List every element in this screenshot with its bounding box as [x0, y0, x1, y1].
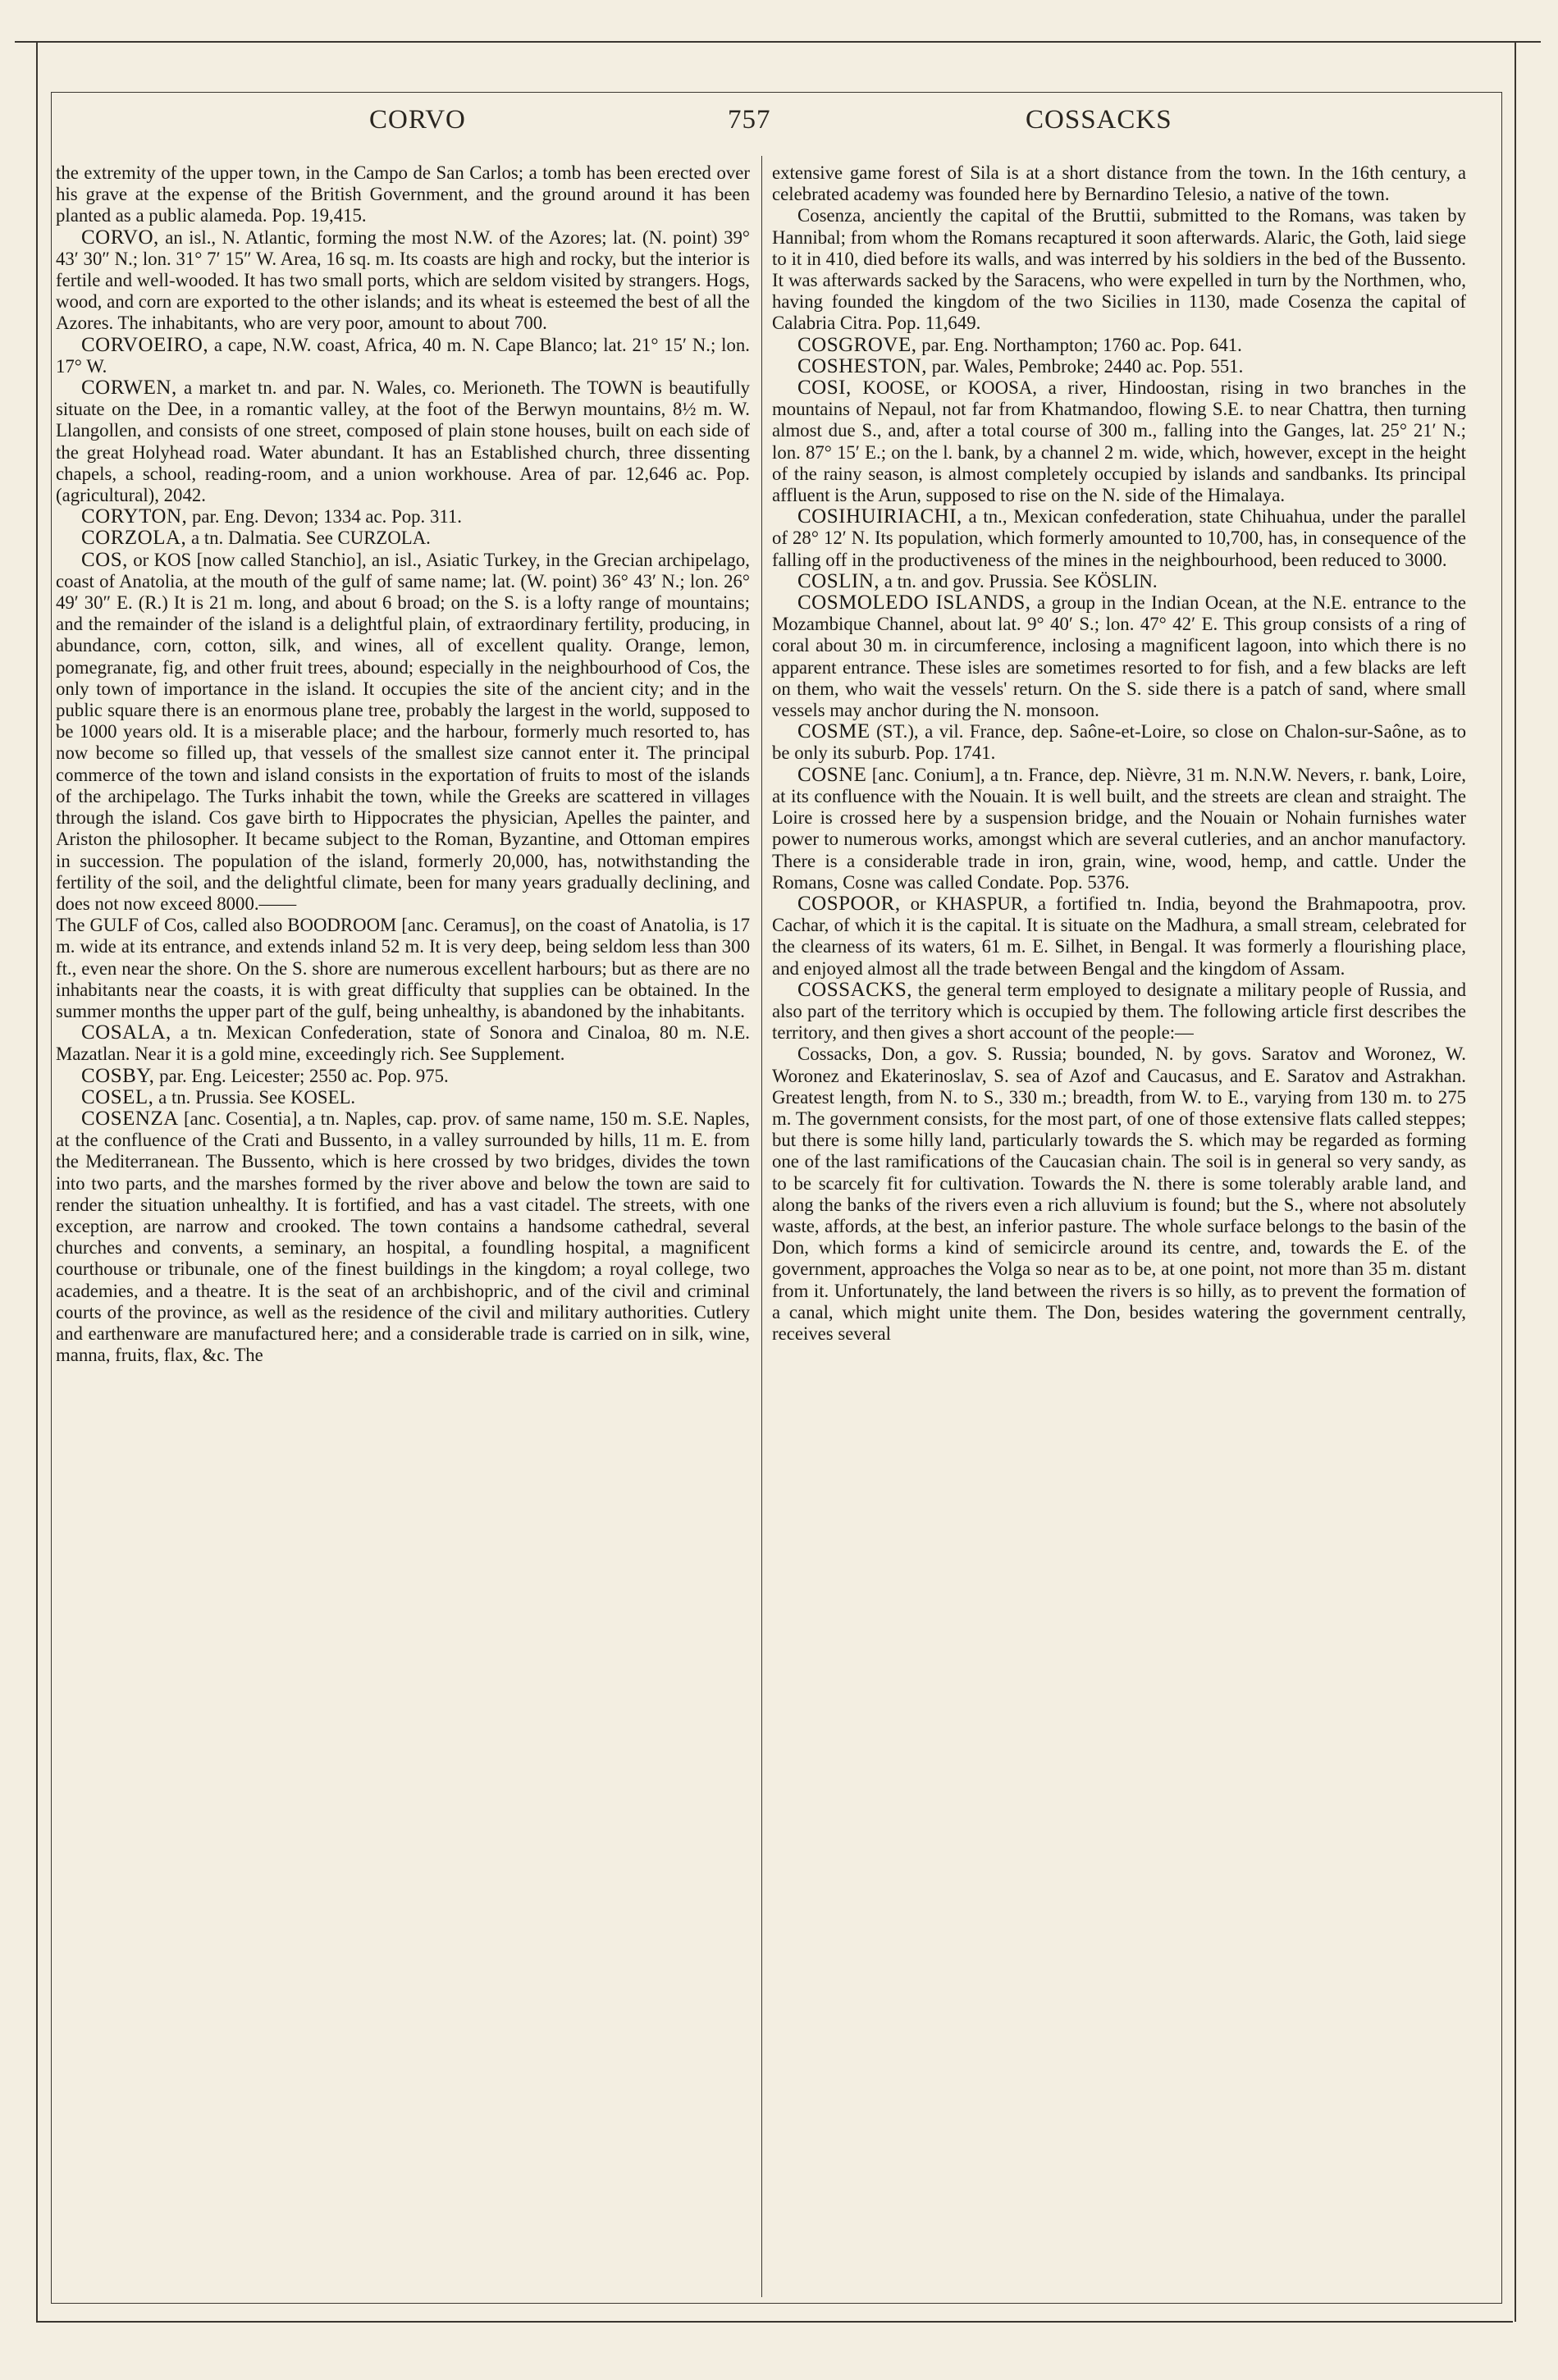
gazetteer-entry: [56, 1087, 750, 1108]
entry-text: a group in the Indian Ocean, at the N.E. entrance to the Mozambique Channel, about lat. 9° 40′ S.; lon. 47° 42′ E. This group consists of a ring of coral about 30 m. in circumference, inclosing a magnificent lagoon, into which there is no apparent entrance. These isles are sometimes resorted to for fish, and a few blacks are left on them, who wait the vessels' return. On the S. side there is a patch of sand, where small vessels may anchor during the N. monsoon.: [772, 592, 1466, 721]
entry-text: Cosenza, anciently the capital of the Bruttii, submitted to the Romans, was taken by Hannibal; from whom the Romans recaptured it soon afterwards. Alaric, the Goth, laid siege to it in 410, died before its walls, and was interred by his soldiers in the bed of the Bussento. It was afterwards sacked by the Saracens, who were expelled in turn by the Northmen, who, having founded the kingdom of the two Sicilies in 1130, made Cosenza the capital of Calabria Citra. Pop. 11,649.: [772, 205, 1466, 334]
entry-headword: COSHESTON,: [797, 354, 928, 377]
entry-headword: COSALA,: [81, 1021, 171, 1044]
column-divider: [761, 156, 762, 2297]
entry-headword: CORVO,: [81, 226, 159, 249]
entry-headword: CORVOEIRO,: [81, 333, 209, 356]
page-number: 757: [728, 105, 771, 135]
entry-text: the general term employed to designate a military people of Russia, and also part of the territory which is occupied by them. The following article first describes the territory, and then gives a short account of the people:—: [772, 979, 1466, 1044]
entry-text: par. Eng. Northampton; 1760 ac. Pop. 641.: [916, 334, 1242, 355]
gazetteer-entry: [56, 335, 750, 377]
gazetteer-entry: [772, 765, 1466, 893]
continued-text: [772, 162, 1466, 205]
continued-text: [56, 915, 750, 1022]
gazetteer-entry: [772, 571, 1466, 592]
entry-text: KOOSE, or KOOSA, a river, Hindoostan, rising in two branches in the mountains of Nepaul, not far from Khatmandoo, flowing S.E. to near Chattra, then turning almost due S., and, after a total course of 300 m., falling into the Ganges, lat. 25° 21′ N.; lon. 87° 15′ E.; on the l. bank, by a channel 2 m. wide, which, however, except in the height of the rainy season, is almost completely occupied by islands and sandbanks. Its principal affluent is the Arun, supposed to rise on the N. side of the Himalaya.: [772, 377, 1466, 506]
gazetteer-entry: [56, 1108, 750, 1366]
running-head-right: COSSACKS: [1026, 105, 1172, 135]
right-text-column: [772, 162, 1466, 2295]
running-head-left: CORVO: [369, 105, 466, 135]
entry-text: an isl., N. Atlantic, forming the most N.W. of the Azores; lat. (N. point) 39° 43′ 30″ N.; lon. 31° 7′ 15″ W. Area, 16 sq. m. Its coasts are high and rocky, but the interior is fertile and well-wooded. It has two small ports, which are seldom visited by strangers. Hogs, wood, and corn are exported to the other islands; and its wheat is esteemed the best of all the Azores. The inhabitants, who are very poor, amount to about 700.: [56, 226, 750, 334]
entry-text: The GULF of Cos, called also BOODROOM [anc. Ceramus], on the coast of Anatolia, is 17 m. wide at its entrance, and extends inland 52 m. It is very deep, being seldom less than 300 ft., even near the shore. On the S. shore are numerous excellent harbours; but as there are no inhabitants near the coasts, it is with great difficulty that supplies can be obtained. In the summer months the upper part of the gulf, being unhealthy, is abandoned by the inhabitants.: [56, 915, 750, 1021]
gazetteer-entry: [56, 1066, 750, 1087]
gazetteer-entry: [56, 506, 750, 528]
entry-text: a tn. and gov. Prussia. See KÖSLIN.: [880, 570, 1158, 592]
gazetteer-entry: [772, 721, 1466, 764]
entry-text: Cossacks, Don, a gov. S. Russia; bounded, N. by govs. Saratov and Woronez, W. Woronez and Ekaterinoslav, S. sea of Azof and Caucasus, and E. Saratov and Astrakhan. Greatest length, from N. to S., 330 m.; breadth, from W. to E., varying from 130 m. to 275 m. The government consists, for the most part, of one of those extensive flats called steppes; but there is some hilly land, particularly towards the S. which may be regarded as forming one of the last ramifications of the Caucasian chain. The soil is in general so very sandy, as to be scarcely fit for cultivation. Towards the N. there is some tolerably arable land, and along the banks of the rivers even a rich alluvium is found; but the S., where not absolutely waste, affords, at the best, an inferior pasture. The whole surface belongs to the basin of the Don, which forms a kind of semicircle around its centre, and, towards the E. of the government, approaches the Volga so near as to be, at one point, not more than 35 m. distant from it. Unfortunately, the land between the rivers is so hilly, as to prevent the formation of a canal, which might unite them. The Don, besides watering the government centrally, receives several: [772, 1044, 1466, 1344]
gazetteer-entry: [772, 335, 1466, 356]
gazetteer-entry: [772, 1044, 1466, 1345]
entry-text: or KHASPUR, a fortified tn. India, beyond the Brahmapootra, prov. Cachar, of which it is the capital. It is situate on the Madhura, a small stream, celebrated for the clearness of its waters, 61 m. E. Silhet, in Bengal. It was formerly a flourishing place, and enjoyed almost all the trade between Bengal and the kingdom of Assam.: [772, 893, 1466, 979]
entry-text: a tn. Prussia. See KOSEL.: [153, 1086, 356, 1108]
gazetteer-entry: [56, 377, 750, 506]
gazetteer-entry: [772, 592, 1466, 721]
entry-headword: COSMOLEDO ISLANDS,: [797, 592, 1031, 614]
entry-headword: CORZOLA,: [81, 527, 187, 550]
left-text-column: [56, 162, 750, 2295]
gazetteer-entry: [772, 356, 1466, 377]
gazetteer-entry: [772, 893, 1466, 980]
entry-text: the extremity of the upper town, in the Campo de San Carlos; a tomb has been erected over his grave at the expense of the British Government, and the ground around it has been planted as a public alameda. Pop. 19,415.: [56, 162, 750, 226]
entry-text: par. Eng. Devon; 1334 ac. Pop. 311.: [187, 506, 462, 528]
entry-text: (ST.), a vil. France, dep. Saône-et-Loire, so close on Chalon-sur-Saône, as to be only its suburb. Pop. 1741.: [772, 721, 1466, 764]
entry-text: [anc. Conium], a tn. France, dep. Nièvre, 31 m. N.N.W. Nevers, r. bank, Loire, at its confluence with the Nouain. It is well built, and the streets are clean and straight. The Loire is crossed here by a suspension bridge, and the Nouain or Nohain furnishes water power to numerous works, amongst which are several cutleries, and an anchor manufactory. There is a considerable trade in iron, grain, wine, wood, hemp, and cattle. Under the Romans, Cosne was called Condate. Pop. 5376.: [772, 764, 1466, 893]
gazetteer-entry: [772, 205, 1466, 334]
entry-text: a market tn. and par. N. Wales, co. Merioneth. The TOWN is beautifully situate on the Dee, in a romantic valley, at the foot of the Berwyn mountains, 8½ m. W. Llangollen, and consists of one street, composed of plain stone houses, built on each side of the great Holyhead road. Water abundant. It has an Established church, three dissenting chapels, a school, reading-room, and a union workhouse. Area of par. 12,646 ac. Pop. (agricultural), 2042.: [56, 377, 750, 506]
entry-headword: CORYTON,: [81, 505, 188, 528]
entry-text: [anc. Cosentia], a tn. Naples, cap. prov. of same name, 150 m. S.E. Naples, at the confluence of the Crati and Bussento, in a valley surrounded by hills, 11 m. E. from the Mediterranean. The Bussento, which is here crossed by two bridges, divides the town into two parts, and the marshes formed by the river above and below the town are said to render the situation unhealthy. It is fortified, and has a vast citadel. The streets, with one exception, are narrow and crooked. The town contains a handsome cathedral, several churches and convents, a seminary, an hospital, a foundling hospital, a magnificent courthouse or tribunale, one of the finest buildings in the kingdom; a royal college, two academies, and a theatre. It is the seat of an archbishopric, and of the civil and criminal courts of the province, as well as the residence of the civil and military authorities. Cutlery and earthenware are manufactured here; and a considerable trade is carried on in silk, wine, manna, fruits, flax, &c. The: [56, 1108, 750, 1366]
entry-headword: COSNE: [797, 763, 867, 786]
gazetteer-entry: [772, 377, 1466, 506]
entry-text: extensive game forest of Sila is at a short distance from the town. In the 16th century, a celebrated academy was founded here by Bernardino Telesio, a native of the town.: [772, 162, 1466, 205]
entry-headword: COS,: [81, 548, 128, 571]
entry-headword: COSPOOR,: [797, 892, 901, 915]
gazetteer-entry: [56, 227, 750, 335]
gazetteer-entry: [56, 528, 750, 549]
entry-text: par. Wales, Pembroke; 2440 ac. Pop. 551.: [927, 355, 1244, 377]
gazetteer-entry: [56, 1022, 750, 1065]
inner-right-rule: [1501, 92, 1502, 2304]
entry-headword: COSENZA: [81, 1107, 179, 1130]
entry-headword: COSGROVE,: [797, 333, 917, 356]
entry-headword: CORWEN,: [81, 377, 177, 400]
entry-headword: COSI,: [797, 377, 852, 400]
entry-headword: COSEL,: [81, 1085, 154, 1108]
gazetteer-entry: [56, 550, 750, 915]
inner-left-rule: [51, 92, 52, 2304]
entry-headword: COSSACKS,: [797, 978, 912, 1001]
entry-headword: COSBY,: [81, 1064, 155, 1087]
entry-text: a tn., Mexican confederation, state Chihuahua, under the parallel of 28° 12′ N. Its population, which formerly amounted to 10,700, has, in consequence of the falling off in the productiveness of the mines in the neighbourhood, been reduced to 3000.: [772, 506, 1466, 570]
bottom-rule: [36, 2321, 1513, 2323]
entry-headword: COSME: [797, 720, 870, 743]
entry-text: a tn. Mexican Confederation, state of Sonora and Cinaloa, 80 m. N.E. Mazatlan. Near it is a gold mine, exceedingly rich. See Supplement.: [56, 1022, 750, 1065]
entry-text: par. Eng. Leicester; 2550 ac. Pop. 975.: [154, 1065, 449, 1086]
entry-text: a tn. Dalmatia. See CURZOLA.: [186, 528, 431, 549]
entry-headword: COSLIN,: [797, 569, 880, 592]
entry-headword: COSIHUIRIACHI,: [797, 505, 962, 528]
inner-bottom-rule: [51, 2303, 1501, 2304]
continued-text: [56, 162, 750, 227]
gazetteer-entry: [772, 506, 1466, 571]
entry-text: a cape, N.W. coast, Africa, 40 m. N. Cape Blanco; lat. 21° 15′ N.; lon. 17° W.: [56, 334, 750, 377]
gazetteer-entry: [772, 980, 1466, 1044]
entry-text: or KOS [now called Stanchio], an isl., Asiatic Turkey, in the Grecian archipelago, coast of Anatolia, at the mouth of the gulf of same name; lat. (W. point) 36° 43′ N.; lon. 26° 49′ 30″ E. (R.) It is 21 m. long, and about 6 broad; on the S. is a lofty range of mountains; and the remainder of the island is a delightful plain, of extraordinary fertility, producing, in abundance, corn, cotton, silk, and wines, all of excellent quality. Orange, lemon, pomegranate, fig, and other fruit trees, abound; especially in the neighbourhood of Cos, the only town of importance in the island. It occupies the site of the ancient city; and in the public square there is an enormous plane tree, probably the largest in the world, supposed to be 1000 years old. It is a miserable place; and the harbour, formerly much resorted to, has now become so filled up, that vessels of the smallest size cannot enter it. The principal commerce of the town and island consists in the exportation of fruits to most of the islands of the archipelago. The Turks inhabit the town, while the Greeks are scattered in villages through the island. Cos gave birth to Hippocrates the physician, Apelles the painter, and Ariston the philosopher. It became subject to the Roman, Byzantine, and Ottoman empires in succession. The population of the island, formerly 20,000, has, notwithstanding the fertility of the soil, and the delightful climate, been for many years gradually declining, and does not now exceed 8000.——: [56, 549, 750, 914]
inner-top-rule: [51, 92, 1501, 93]
